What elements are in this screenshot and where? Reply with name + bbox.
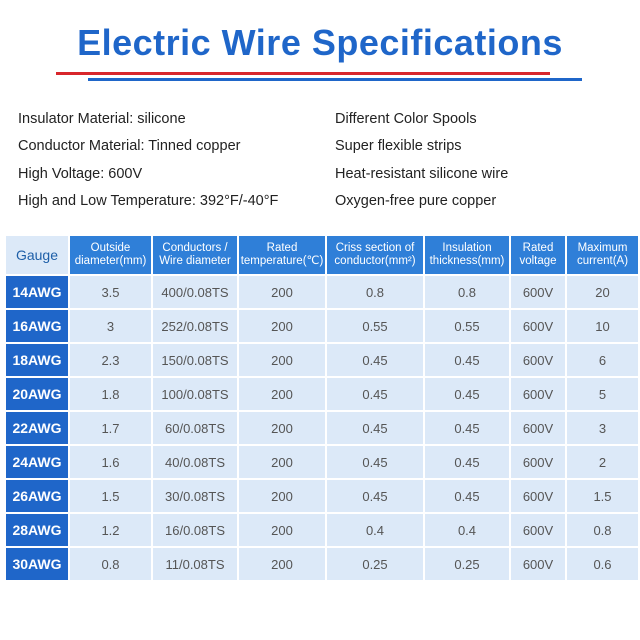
spec-column-left	[18, 108, 278, 217]
cell-gauge: 14AWG	[6, 276, 68, 308]
cell-insulation-thickness: 0.55	[425, 310, 509, 342]
cell-cross-section: 0.55	[327, 310, 423, 342]
cell-max-current: 20	[567, 276, 638, 308]
cell-max-current: 5	[567, 378, 638, 410]
cell-insulation-thickness: 0.4	[425, 514, 509, 546]
table-row	[6, 276, 638, 308]
cell-rated-voltage: 600V	[511, 378, 565, 410]
spec-item: Oxygen-free pure copper	[335, 192, 497, 209]
table-row	[6, 480, 638, 512]
table-header-row	[6, 236, 638, 274]
spec-item: Conductor Material: Tinned copper	[18, 138, 241, 155]
cell-conductors: 252/0.08TS	[153, 310, 237, 342]
cell-insulation-thickness: 0.45	[425, 412, 509, 444]
cell-conductors: 100/0.08TS	[153, 378, 237, 410]
cell-rated-temperature: 200	[239, 344, 325, 376]
cell-conductors: 30/0.08TS	[153, 480, 237, 512]
cell-rated-temperature: 200	[239, 276, 325, 308]
spec-item: High and Low Temperature: 392°F/-40°F	[18, 192, 279, 209]
cell-rated-voltage: 600V	[511, 480, 565, 512]
cell-insulation-thickness: 0.45	[425, 446, 509, 478]
table-row	[6, 548, 638, 580]
spec-item: Insulator Material: silicone	[18, 111, 186, 127]
spec-item: High Voltage: 600V	[18, 165, 143, 182]
table-row	[6, 446, 638, 478]
header-gauge: Gauge	[6, 236, 68, 274]
cell-rated-voltage: 600V	[511, 344, 565, 376]
cell-rated-voltage: 600V	[511, 310, 565, 342]
cell-gauge: 24AWG	[6, 446, 68, 478]
cell-insulation-thickness: 0.45	[425, 344, 509, 376]
header-cross-section: Criss section of conductor(mm²)	[327, 236, 423, 274]
cell-rated-voltage: 600V	[511, 548, 565, 580]
cell-gauge: 26AWG	[6, 480, 68, 512]
page-title: Electric Wire Specifications	[77, 22, 563, 63]
header-rated-temperature: Rated temperature(℃)	[239, 236, 325, 274]
cell-outside-diameter: 1.6	[70, 446, 151, 478]
cell-insulation-thickness: 0.45	[425, 378, 509, 410]
cell-max-current: 0.6	[567, 548, 638, 580]
cell-rated-voltage: 600V	[511, 514, 565, 546]
cell-insulation-thickness: 0.45	[425, 480, 509, 512]
cell-cross-section: 0.45	[327, 412, 423, 444]
cell-max-current: 1.5	[567, 480, 638, 512]
wire-spec-table	[4, 234, 640, 582]
spec-item: Super flexible strips	[335, 138, 462, 155]
cell-gauge: 16AWG	[6, 310, 68, 342]
cell-rated-voltage: 600V	[511, 276, 565, 308]
header-insulation-thickness: Insulation thickness(mm)	[425, 236, 509, 274]
spec-item: Different Color Spools	[335, 111, 477, 127]
cell-conductors: 400/0.08TS	[153, 276, 237, 308]
header-conductors: Conductors / Wire diameter	[153, 236, 237, 274]
cell-conductors: 150/0.08TS	[153, 344, 237, 376]
table-body	[6, 276, 638, 580]
cell-outside-diameter: 1.5	[70, 480, 151, 512]
table-row	[6, 514, 638, 546]
cell-conductors: 60/0.08TS	[153, 412, 237, 444]
header-max-current: Maximum current(A)	[567, 236, 638, 274]
cell-rated-temperature: 200	[239, 514, 325, 546]
cell-max-current: 3	[567, 412, 638, 444]
cell-cross-section: 0.8	[327, 276, 423, 308]
cell-rated-temperature: 200	[239, 446, 325, 478]
spec-item: Heat-resistant silicone wire	[335, 165, 509, 182]
cell-cross-section: 0.25	[327, 548, 423, 580]
cell-outside-diameter: 1.2	[70, 514, 151, 546]
cell-gauge: 20AWG	[6, 378, 68, 410]
cell-rated-temperature: 200	[239, 378, 325, 410]
cell-rated-voltage: 600V	[511, 446, 565, 478]
header-rated-voltage: Rated voltage	[511, 236, 565, 274]
cell-insulation-thickness: 0.25	[425, 548, 509, 580]
header-outside-diameter: Outside diameter(mm)	[70, 236, 151, 274]
cell-outside-diameter: 1.8	[70, 378, 151, 410]
cell-outside-diameter: 2.3	[70, 344, 151, 376]
cell-max-current: 2	[567, 446, 638, 478]
cell-max-current: 10	[567, 310, 638, 342]
table-row	[6, 344, 638, 376]
cell-gauge: 30AWG	[6, 548, 68, 580]
cell-outside-diameter: 0.8	[70, 548, 151, 580]
cell-max-current: 0.8	[567, 514, 638, 546]
table-row	[6, 412, 638, 444]
cell-cross-section: 0.4	[327, 514, 423, 546]
cell-rated-temperature: 200	[239, 548, 325, 580]
cell-cross-section: 0.45	[327, 480, 423, 512]
table-row	[6, 378, 638, 410]
title-underline-red	[56, 72, 550, 75]
cell-conductors: 40/0.08TS	[153, 446, 237, 478]
cell-max-current: 6	[567, 344, 638, 376]
cell-gauge: 22AWG	[6, 412, 68, 444]
title-underline-blue	[88, 78, 582, 81]
cell-cross-section: 0.45	[327, 446, 423, 478]
cell-rated-temperature: 200	[239, 310, 325, 342]
cell-cross-section: 0.45	[327, 344, 423, 376]
cell-outside-diameter: 1.7	[70, 412, 151, 444]
cell-conductors: 16/0.08TS	[153, 514, 237, 546]
cell-insulation-thickness: 0.8	[425, 276, 509, 308]
cell-rated-temperature: 200	[239, 480, 325, 512]
cell-rated-voltage: 600V	[511, 412, 565, 444]
cell-outside-diameter: 3	[70, 310, 151, 342]
cell-gauge: 18AWG	[6, 344, 68, 376]
cell-gauge: 28AWG	[6, 514, 68, 546]
cell-cross-section: 0.45	[327, 378, 423, 410]
cell-conductors: 11/0.08TS	[153, 548, 237, 580]
cell-rated-temperature: 200	[239, 412, 325, 444]
spec-column-right	[335, 108, 508, 217]
table-row	[6, 310, 638, 342]
cell-outside-diameter: 3.5	[70, 276, 151, 308]
